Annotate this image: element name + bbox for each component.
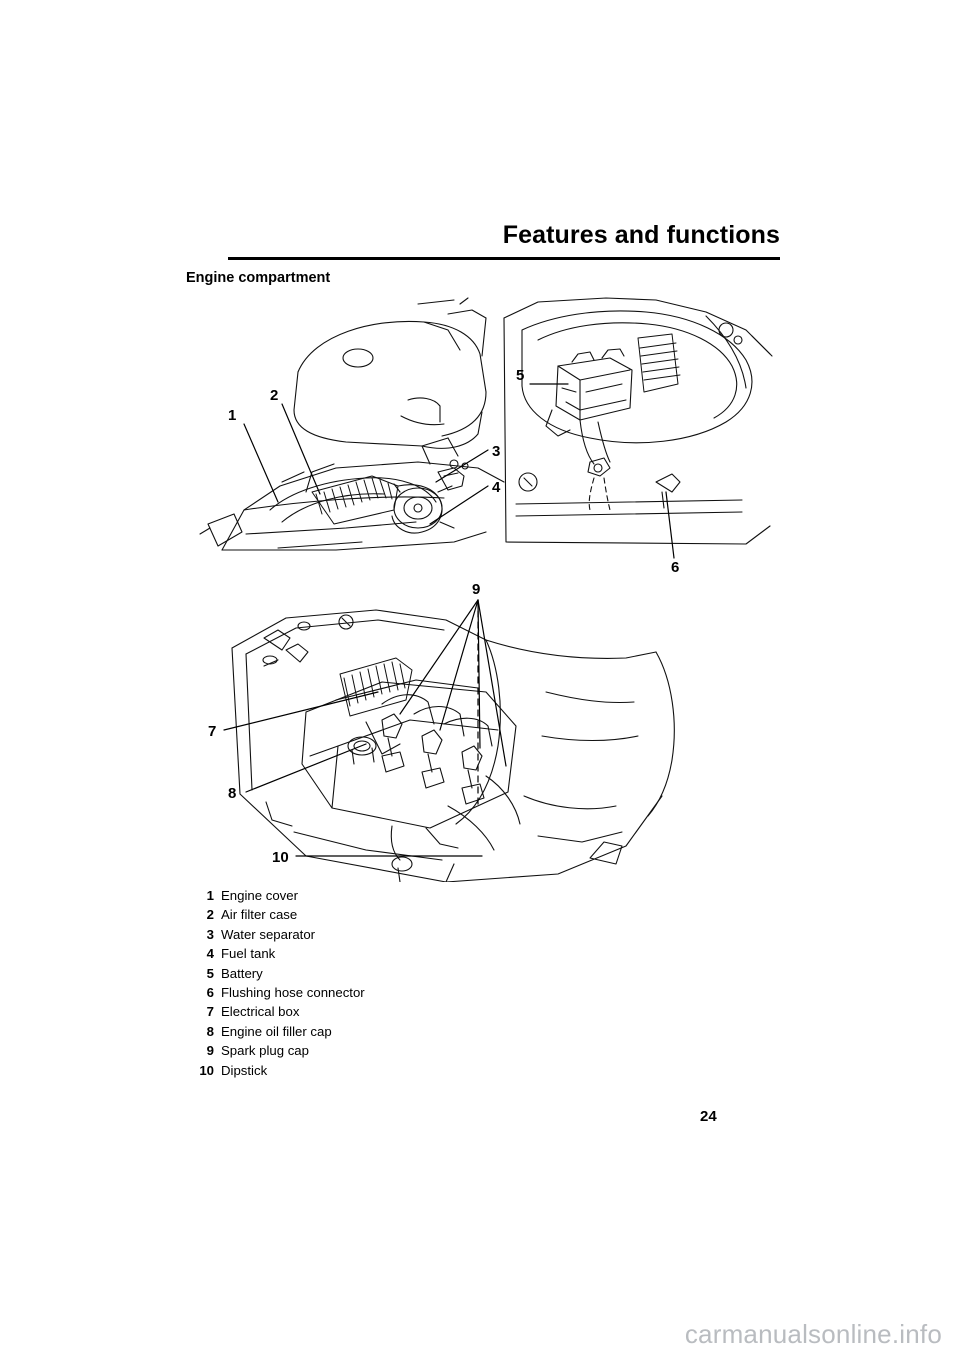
figure-legend bbox=[186, 888, 686, 1082]
legend-number: 9 bbox=[206, 1043, 214, 1059]
list-item bbox=[186, 985, 686, 1004]
top-left-callouts bbox=[228, 387, 501, 496]
svg-text:8: 8 bbox=[228, 785, 237, 802]
legend-label: Spark plug cap bbox=[221, 1043, 309, 1059]
svg-text:4: 4 bbox=[492, 479, 501, 496]
legend-number: 6 bbox=[206, 984, 214, 1000]
svg-text:9: 9 bbox=[472, 581, 481, 598]
spark-plug-caps bbox=[382, 714, 484, 804]
list-item bbox=[186, 1063, 686, 1082]
svg-text:6: 6 bbox=[671, 559, 680, 576]
figure-top-right bbox=[504, 298, 772, 544]
legend-label: Engine oil filler cap bbox=[221, 1023, 332, 1039]
svg-text:3: 3 bbox=[492, 443, 501, 460]
legend-label: Fuel tank bbox=[221, 946, 276, 962]
watermark: carmanualsonline.info bbox=[684, 1319, 942, 1349]
legend-number: 1 bbox=[206, 888, 214, 903]
legend-number: 7 bbox=[206, 1004, 214, 1020]
list-item bbox=[186, 1004, 686, 1023]
svg-text:1: 1 bbox=[228, 407, 237, 424]
list-item bbox=[186, 1024, 686, 1043]
legend-label: Air filter case bbox=[221, 907, 298, 923]
legend-label: Dipstick bbox=[221, 1062, 268, 1078]
figure-bottom bbox=[232, 610, 674, 882]
svg-text:10: 10 bbox=[272, 849, 289, 866]
list-item bbox=[186, 1043, 686, 1062]
page-number: 24 bbox=[700, 1108, 717, 1125]
legend-label: Flushing hose connector bbox=[221, 984, 365, 1000]
legend-label: Engine cover bbox=[221, 888, 298, 903]
legend-label: Battery bbox=[221, 965, 263, 981]
section-heading: Engine compartment bbox=[186, 270, 331, 286]
svg-text:5: 5 bbox=[516, 367, 525, 384]
svg-text:7: 7 bbox=[208, 723, 217, 740]
list-item bbox=[186, 888, 686, 907]
legend-number: 2 bbox=[206, 907, 214, 923]
page-title: Features and functions bbox=[502, 221, 780, 249]
legend-number: 8 bbox=[206, 1023, 214, 1039]
legend-number: 10 bbox=[199, 1062, 214, 1078]
figure-top-left bbox=[200, 298, 504, 550]
engine-compartment-figure bbox=[186, 296, 780, 882]
legend-number: 5 bbox=[206, 965, 214, 981]
svg-text:2: 2 bbox=[270, 387, 279, 404]
legend-number: 3 bbox=[206, 926, 214, 942]
list-item bbox=[186, 966, 686, 985]
page-header bbox=[228, 222, 780, 250]
legend-label: Water separator bbox=[221, 926, 316, 942]
legend-number: 4 bbox=[206, 946, 214, 962]
legend-label: Electrical box bbox=[221, 1004, 300, 1020]
list-item bbox=[186, 927, 686, 946]
list-item bbox=[186, 907, 686, 926]
list-item bbox=[186, 946, 686, 965]
top-left-leaders bbox=[244, 404, 488, 524]
header-divider bbox=[228, 257, 780, 260]
